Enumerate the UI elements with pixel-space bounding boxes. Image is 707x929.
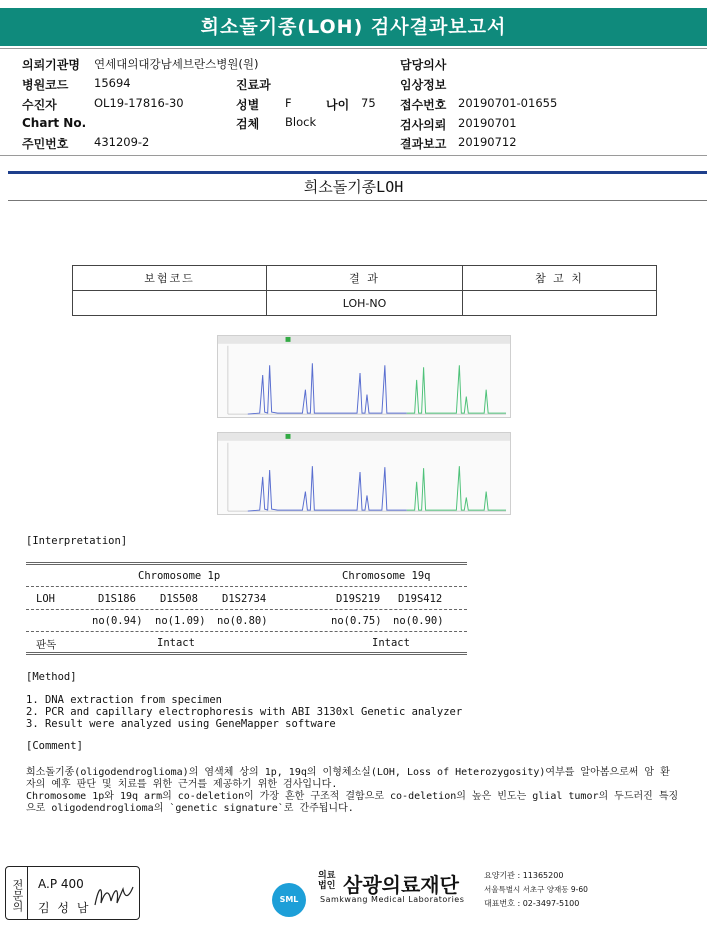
receipt-label: 수진자 — [22, 98, 57, 112]
method-item-2: 2. PCR and capillary electrophoresis with ABI 3130xl Genetic analyzer — [26, 706, 463, 718]
marker-d1s508: D1S508 — [160, 593, 198, 605]
stamp-id: A.P 400 — [38, 877, 84, 891]
value-d19s219: no(0.75) — [331, 615, 382, 627]
marker-d1s2734: D1S2734 — [222, 593, 267, 605]
patient-info-panel — [0, 48, 707, 156]
judgement-19q: Intact — [372, 637, 410, 649]
comment-line-4: 으로 oligodendroglioma의 `genetic signature`로 간주됩니다. — [26, 803, 354, 814]
accession-value: 20190701-01655 — [458, 96, 558, 110]
section-rule-thin — [8, 200, 707, 201]
judgement-label: 판독 — [36, 639, 57, 651]
sex-label: 성별 — [236, 98, 260, 112]
result-table-header — [73, 266, 657, 291]
comment-line-2: 자의 예후 판단 및 치료를 위한 근거를 제공하기 위한 검사입니다. — [26, 779, 338, 790]
loh-label: LOH — [36, 593, 55, 605]
comment-line-1: 희소돌기종(oligodendroglioma)의 염색체 상의 1p, 19q의 이형체소실(LOH, Loss of Heterozygosity)여부를 알아봄으로써 암 환 — [26, 767, 670, 778]
result-date-value: 20190712 — [458, 135, 517, 149]
footer — [0, 861, 707, 929]
result-table-row — [73, 291, 657, 316]
sml-logo-icon: SML — [272, 883, 306, 917]
org-name: 삼광의료재단 — [343, 873, 459, 897]
cell-reference — [463, 291, 657, 316]
dept-label: 진료과 — [236, 78, 271, 92]
stamp-vertical-label: 전문의 — [6, 867, 28, 919]
header-insurance-code: 보험코드 — [73, 266, 267, 291]
org-english: Samkwang Medical Laboratories — [320, 895, 465, 904]
receipt-value: OL19-17816-30 — [94, 96, 184, 110]
value-d1s186: no(0.94) — [92, 615, 143, 627]
cell-result: LOH-NO — [267, 291, 463, 316]
electropherogram-1 — [217, 335, 511, 418]
method-heading: [Method] — [26, 671, 77, 683]
resident-value: 431209-2 — [94, 135, 150, 149]
institution-code: 요양기관 : 11365200 — [484, 871, 564, 880]
result-table — [72, 265, 657, 316]
accession-label: 접수번호 — [400, 98, 447, 112]
stamp-name: 김 성 남 — [38, 901, 91, 915]
hospital-code-value: 15694 — [94, 76, 131, 90]
clinical-label: 임상정보 — [400, 78, 447, 92]
header-reference: 참 고 치 — [463, 266, 657, 291]
section-rule — [8, 171, 707, 174]
hospital-code-label: 병원코드 — [22, 78, 69, 92]
doctor-label: 담당의사 — [400, 58, 447, 72]
marker-d1s186: D1S186 — [98, 593, 136, 605]
marker-d19s412: D19S412 — [398, 593, 443, 605]
institution-value: 연세대의대강남세브란스병원(원) — [94, 57, 259, 71]
value-d1s2734: no(0.80) — [217, 615, 268, 627]
request-value: 20190701 — [458, 116, 517, 130]
judgement-1p: Intact — [157, 637, 195, 649]
org-address: 서울특별시 서초구 양재동 9-60 — [484, 885, 588, 894]
method-item-3: 3. Result were analyzed using GeneMapper software — [26, 718, 336, 730]
table-rule — [26, 631, 467, 632]
age-label: 나이 — [326, 98, 350, 112]
request-label: 검사의뢰 — [400, 118, 447, 132]
chr19q-label: Chromosome 19q — [342, 570, 431, 582]
chr1p-label: Chromosome 1p — [138, 570, 221, 582]
table-rule-bottom — [26, 652, 467, 655]
value-d1s508: no(1.09) — [155, 615, 206, 627]
specimen-label: 검체 — [236, 117, 260, 131]
table-rule-top — [26, 562, 467, 565]
institution-label: 의뢰기관명 — [22, 58, 80, 72]
specimen-value: Block — [285, 115, 317, 129]
marker-d19s219: D19S219 — [336, 593, 381, 605]
cell-insurance-code — [73, 291, 267, 316]
interpretation-heading: [Interpretation] — [26, 535, 128, 547]
age-value: 75 — [361, 96, 376, 110]
comment-line-3: Chromosome 1p와 19q arm의 co-deletion이 가장 흔한 구조적 결함으로 co-deletion의 높은 빈도는 glial tumor의 두드러진 특징 — [26, 791, 679, 802]
test-title: 희소돌기종LOH — [303, 178, 404, 196]
table-rule — [26, 609, 467, 610]
chart-label: Chart No. — [22, 116, 87, 130]
header-result: 결 과 — [267, 266, 463, 291]
comment-heading: [Comment] — [26, 740, 83, 752]
value-d19s412: no(0.90) — [393, 615, 444, 627]
report-title: 희소돌기종(LOH) 검사결과보고서 — [0, 8, 707, 46]
sex-value: F — [285, 96, 292, 110]
signature-icon — [91, 881, 136, 911]
org-phone: 대표번호 : 02-3497-5100 — [484, 899, 580, 908]
result-date-label: 결과보고 — [400, 137, 447, 151]
resident-label: 주민번호 — [22, 137, 69, 151]
table-rule — [26, 586, 467, 587]
pathologist-stamp — [5, 866, 140, 920]
electropherogram-2 — [217, 432, 511, 515]
method-item-1: 1. DNA extraction from specimen — [26, 694, 222, 706]
org-type: 의료법인 — [318, 871, 336, 891]
